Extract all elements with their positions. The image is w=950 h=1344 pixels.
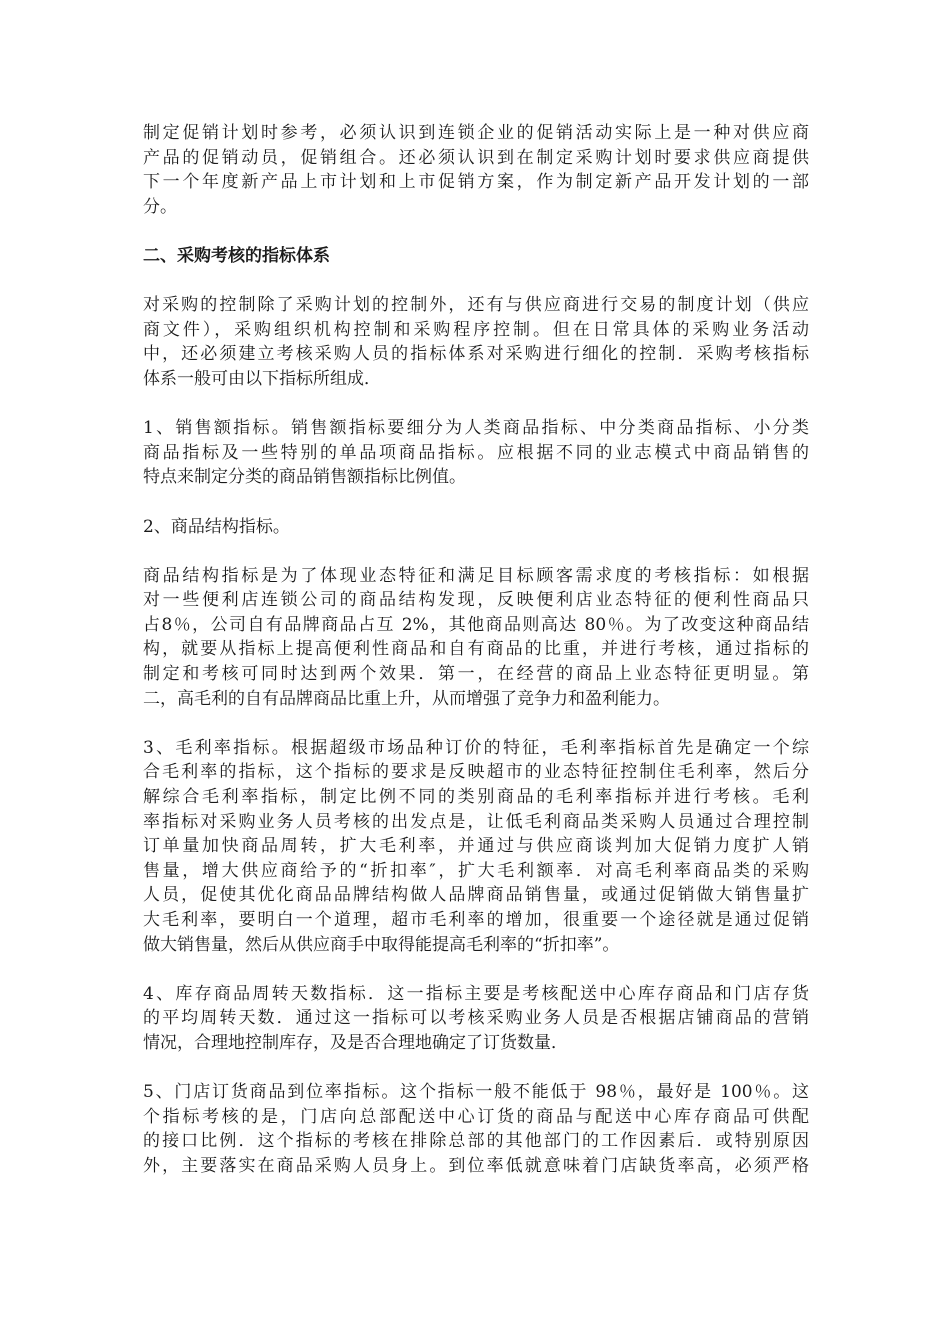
text-line: 二，高毛利的自有品牌商品比重上升，从而增强了竞争力和盈利能力。: [143, 688, 670, 709]
text-line: 产品的促销动员，促销组合。还必须认识到在制定采购计划时要求供应商提供: [143, 147, 809, 168]
text-line: 制定促销计划时参考，必须认识到连锁企业的促销活动实际上是一种对供应商: [143, 123, 809, 143]
text-line: 合毛利率的指标，这个指标的要求是反映超市的业态特征控制住毛利率，然后分: [143, 762, 809, 783]
text-line: 商品结构指标是为了体现业态特征和满足目标顾客需求度的考核指标：如根据: [143, 565, 809, 586]
text-line: 的接口比例．这个指标的考核在排除总部的其他部门的工作因素后．或特别原因: [143, 1131, 809, 1152]
text-line: 5、门店订货商品到位率指标。这个指标一般不能低于 98％，最好是 100％。这: [143, 1082, 809, 1103]
text-line: 特点来制定分类的商品销售额指标比例值。: [143, 467, 466, 488]
text-line: 对采购的控制除了采购计划的控制外，还有与供应商进行交易的制度计划（供应: [143, 295, 809, 316]
text-line: 中，还必须建立考核采购人员的指标体系对采购进行细化的控制．采购考核指标: [143, 344, 809, 365]
paragraph-structure-title: [143, 515, 809, 540]
text-line: 订单量加快商品周转，扩大毛利率，并通过与供应商谈判加大促销力度扩人销: [143, 836, 809, 857]
text-line: 构，就要从指标上提高便利性商品和自有商品的比重，并进行考核，通过指标的: [143, 639, 809, 660]
text-line: 的平均周转天数．通过这一指标可以考核采购业务人员是否根据店铺商品的营销: [143, 1008, 809, 1029]
text-line: 外，主要落实在商品采购人员身上。到位率低就意味着门店缺货率高，必须严格: [143, 1155, 809, 1176]
text-line: 1、销售额指标。销售额指标要细分为人类商品指标、中分类商品指标、小分类: [143, 418, 809, 439]
text-line: 商文件），采购组织机构控制和采购程序控制。但在日常具体的采购业务活动: [143, 319, 809, 340]
text-line: 2、商品结构指标。: [143, 516, 290, 537]
text-line: 商品指标及一些特别的单品项商品指标。应根据不同的业志模式中商品销售的: [143, 442, 809, 463]
text-line: 大毛利率，要明白一个道理，超市毛利率的增加，很重要一个途径就是通过促销: [143, 910, 809, 930]
paragraph-control: [143, 293, 809, 391]
text-line: 率指标对采购业务人员考核的出发点是，让低毛利商品类采购人员通过合理控制: [143, 811, 809, 832]
text-line: 下一个年度新产品上市计划和上市促销方案，作为制定新产品开发计划的一部: [143, 172, 809, 193]
paragraph-sales-indicator: [143, 416, 809, 490]
document-body: [143, 121, 809, 1203]
text-line: 做大销售量，然后从供应商手中取得能提高毛利率的“折扣率”。: [143, 934, 620, 955]
text-line: 3、毛利率指标。根据超级市场品种订价的特征，毛利率指标首先是确定一个综: [143, 737, 809, 758]
paragraph-fulfillment-indicator: [143, 1080, 809, 1178]
section-heading: 二、采购考核的指标体系: [143, 245, 330, 266]
paragraph-inventory-indicator: [143, 982, 809, 1056]
text-line: 对一些便利店连锁公司的商品结构发现，反映便利店业态特征的便利性商品只: [143, 590, 809, 611]
text-line: 制定和考核可同时达到两个效果．第一，在经营的商品上业态特征更明显。第: [143, 664, 809, 685]
paragraph-structure: [143, 564, 809, 712]
text-line: 占8％，公司自有品牌商品占互 2%，其他商品则高达 80％。为了改变这种商品结: [143, 614, 809, 635]
text-line: 解综合毛利率指标，制定比例不同的类别商品的毛利率指标并进行考核。毛利: [143, 787, 809, 808]
text-line: 体系一般可由以下指标所组成．: [143, 368, 381, 389]
paragraph-margin-indicator: [143, 736, 809, 957]
text-line: 个指标考核的是，门店向总部配送中心订货的商品与配送中心库存商品可供配: [143, 1106, 809, 1127]
paragraph-intro: [143, 121, 809, 219]
text-line: 4、库存商品周转天数指标．这一指标主要是考核配送中心库存商品和门店存货: [143, 983, 809, 1004]
text-line: 人员，促使其优化商品品牌结构做人品牌商品销售量，或通过促销做大销售量扩: [143, 885, 809, 906]
text-line: 售量，增大供应商给予的“折扣率″，扩大毛利额率．对高毛利率商品类的采购: [143, 860, 809, 881]
text-line: 分。: [143, 196, 177, 217]
text-line: 情况，合理地控制库存，及是否合理地确定了订货数量．: [143, 1032, 568, 1053]
